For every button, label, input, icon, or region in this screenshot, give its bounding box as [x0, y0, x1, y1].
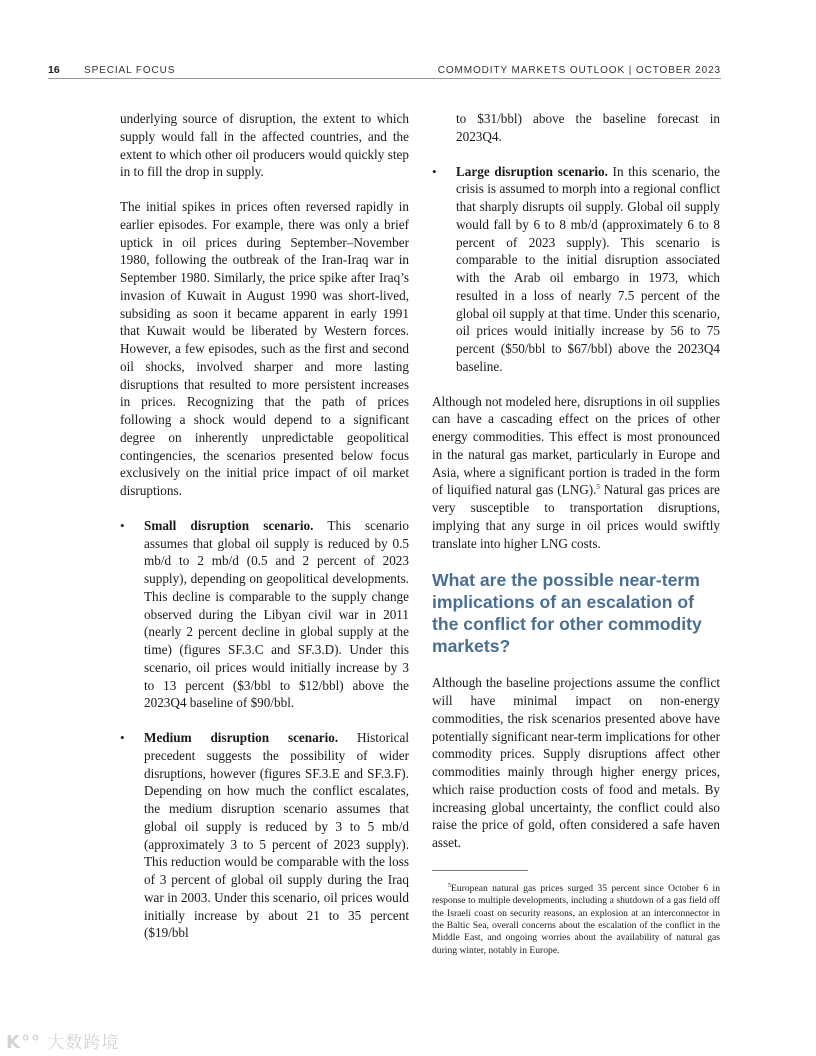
bullet-icon: •: [432, 163, 437, 179]
watermark: [6, 1028, 119, 1053]
section-heading: What are the possible near-term implications of an escalation of the conflict for other commodity markets?: [432, 570, 702, 657]
scenario-text: In this scenario, the crisis is assumed to morph into a regional conflict that sharply disrupts oil supply. Global oil supply would fall by 6 to 8 mb/d (approximately 6 to 8 percent of 2023 supply). This scenario is comparable to the initial disruption associated with the Arab oil embargo in 1973, which resulted in a loss of nearly 7.5 percent of the global oil supply at that time. Under this scenario, oil prices would initially increase by 56 to 75 percent ($50/bbl to $67/bbl) above the 2023Q4 baseline.: [456, 163, 720, 374]
scenario-list: [120, 517, 409, 942]
paragraph-lng: [432, 393, 720, 553]
bullet-icon: •: [120, 730, 125, 745]
paragraph-price-spikes: The initial spikes in prices often reversed rapidly in earlier episodes. For example, there was only a brief uptick in oil prices during September–November 1980, following the outbreak of the Iran-Iraq war in September 1980. Similarly, the price spike after Iraq’s invasion of Kuwait in August 1990 was short-lived, subsiding as soon it became apparent in early 1991 that Kuwait would be liberated by Western forces. However, a few episodes, such as the first and second oil shocks, involved sharper and more lasting disruptions that resulted to more persistent increases in prices. Recognizing that the path of prices following a shock would depend to a significant degree on inherently unpredictable geopolitical contingencies, the scenarios presented below focus exclusively on the initial price impact of oil market disruptions.: [120, 199, 409, 498]
scenario-text: to $31/bbl) above the baseline forecast in 2023Q4.: [456, 111, 720, 144]
publication-title: COMMODITY MARKETS OUTLOOK | OCTOBER 2023: [437, 65, 721, 76]
bullet-icon: •: [120, 517, 125, 533]
list-item-medium-scenario: [120, 729, 409, 942]
scenario-text: This scenario assumes that global oil supply is reduced by 0.5 mb/d to 2 mb/d (0.5 and 2 percent of 2023 supply), depending on geopolitical developments. This decline is comparable to the supply change observed during the Libyan civil war in 2011 (nearly 2 percent decline in global supply at the time) (figures SF.3.C and SF.3.D). Under this scenario, oil prices would initially increase by 3 to 13 percent ($3/bbl to $12/bbl) above the 2023Q4 baseline of $90/bbl.: [144, 517, 409, 711]
footnote: [432, 883, 720, 957]
paragraph-lng-part-b: Natural gas prices are very susceptible to transportation disruptions, implying that any surge in oil prices would swiftly translate into higher LNG costs.: [432, 482, 720, 551]
watermark-text: 大数跨境: [47, 1033, 120, 1053]
left-column: [120, 110, 409, 959]
list-item-large-scenario: [432, 163, 720, 376]
running-header: [48, 63, 721, 79]
list-item-small-scenario: [120, 517, 409, 712]
footnote-text: European natural gas prices surged 35 percent since October 6 in response to multiple developments, including a shutdown of a gas field off the Israeli coast on security reasons, an explosion at an interconnector in the Baltic Sea, overall concerns about the escalation of the conflict in the Middle East, and ongoing worries about the availability of natural gas during winter, notably in Europe.: [432, 882, 720, 956]
footnote-reference[interactable]: 5: [596, 483, 600, 492]
watermark-logo-icon: K°°: [6, 1032, 41, 1053]
section-label: SPECIAL FOCUS: [84, 65, 176, 76]
paragraph-lng-part-a: Although not modeled here, disruptions in oil supplies can have a cascading effect on the prices of other energy commodities. This effect is most pronounced in the natural gas market, particularly in Europe and Asia, where a significant portion is traded in the form of liquified natural gas (LNG).: [432, 393, 720, 498]
list-item-medium-scenario-continued: [432, 110, 720, 146]
scenario-list-continued: [432, 163, 720, 376]
paragraph-disruption-source: underlying source of disruption, the extent to which supply would fall in the affected countries, and the extent to which other oil producers would quickly step in to fill the drop in supply.: [120, 111, 409, 180]
scenario-title: Large disruption scenario.: [456, 163, 608, 179]
right-column: [432, 110, 720, 957]
scenario-title: Small disruption scenario.: [144, 517, 314, 533]
scenario-title: Medium disruption scenario.: [144, 730, 339, 745]
footnote-rule: [432, 870, 528, 871]
footnote-number: 5: [448, 882, 451, 889]
header-rule: [48, 78, 721, 79]
scenario-text: Historical precedent suggests the possibility of wider disruptions, however (figures SF.3.E and SF.3.F). Depending on how much the conflict escalates, the medium disruption scenario assumes that global oil supply is reduced by 3 to 5 mb/d (approximately 3 to 5 percent of 2023 supply). This reduction would be comparable with the loss of 3 percent of global oil supply during the Iraq war in 2003. Under this scenario, oil prices would initially increase by about 21 to 35 percent ($19/bbl: [144, 730, 409, 941]
paragraph-other-commodities: Although the baseline projections assume the conflict will have minimal impact on non-energy commodities, the risk scenarios presented above have potentially significant near-term implications for other commodity prices. Supply disruptions affect other commodities mainly through higher energy prices, which raise production costs of food and metals. By increasing global uncertainty, the conflict could also raise the price of gold, often considered a safe haven asset.: [432, 675, 720, 850]
page-number: 16: [48, 64, 60, 76]
